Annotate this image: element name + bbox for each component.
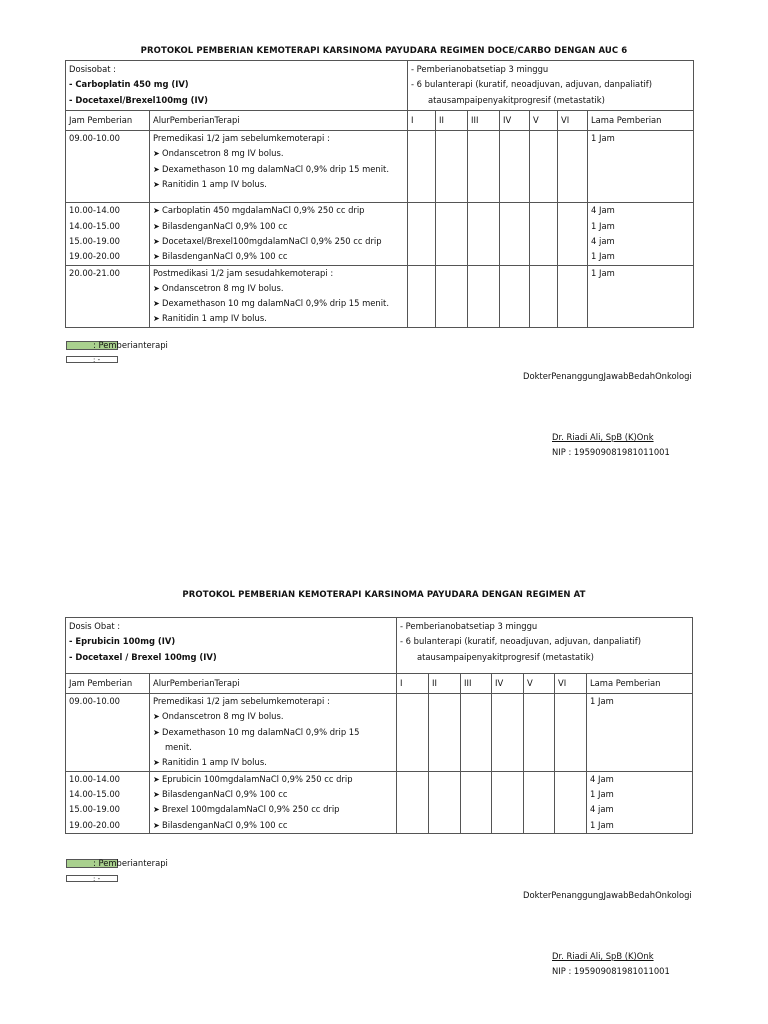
step-text: BilasdenganNaCl 0,9% 100 cc	[162, 819, 288, 830]
duration-cell: 1 Jam	[590, 788, 614, 799]
header-cycle-2: II	[429, 673, 461, 693]
protocol2-legend-green	[66, 858, 168, 868]
arrow-bullet-icon: ➤	[153, 236, 160, 246]
protocol1-legend-white	[66, 354, 118, 364]
header-alur: AlurPemberianTerapi	[150, 110, 408, 130]
arrow-bullet-icon: ➤	[153, 206, 160, 216]
step-text: Ranitidin 1 amp IV bolus.	[162, 313, 267, 324]
duration-cell: 1 Jam	[591, 267, 615, 278]
cycle-cell	[429, 771, 461, 833]
cycle-cell	[524, 694, 555, 771]
header-lama: Lama Pemberian	[588, 110, 694, 130]
protocol1-schedule1: - Pemberianobatsetiap 3 minggu	[411, 64, 549, 74]
protocol1-drug2: - Docetaxel/Brexel100mg (IV)	[69, 94, 208, 105]
time-cell: 20.00-21.00	[69, 267, 120, 278]
cycle-cell	[468, 265, 500, 327]
legend-white-swatch	[66, 356, 118, 363]
cycle-cell	[558, 265, 588, 327]
arrow-bullet-icon: ➤	[153, 149, 160, 159]
protocol2-header-row	[66, 673, 693, 693]
protocol1-table	[65, 60, 694, 328]
time-cell: 19.00-20.00	[69, 251, 120, 262]
protocol2-dose-label: Dosis Obat :	[69, 621, 121, 631]
legend-white-text: : -	[93, 356, 101, 364]
cycle-cell	[461, 771, 492, 833]
protocol1-schedule2: - 6 bulanterapi (kuratif, neoadjuvan, adjuvan, danpaliatif)	[411, 79, 653, 90]
step-text: Dexamethason 10 mg dalamNaCl 0,9% drip 15	[162, 726, 360, 737]
protocol2-schedule2: - 6 bulanterapi (kuratif, neoadjuvan, adjuvan, danpaliatif)	[400, 636, 642, 647]
cycle-cell	[429, 694, 461, 771]
arrow-bullet-icon: ➤	[153, 820, 160, 830]
time-cell: 14.00-15.00	[69, 788, 120, 799]
arrow-bullet-icon: ➤	[153, 712, 160, 722]
time-cell: 09.00-10.00	[69, 133, 120, 144]
cycle-cell	[408, 203, 436, 265]
cycle-cell	[408, 131, 436, 203]
arrow-bullet-icon: ➤	[153, 727, 160, 737]
cycle-cell	[436, 265, 468, 327]
arrow-bullet-icon: ➤	[153, 314, 160, 324]
step-text: Ondanscetron 8 mg IV bolus.	[162, 282, 284, 293]
time-cell: 14.00-15.00	[69, 220, 120, 231]
step-text: Dexamethason 10 mg dalamNaCl 0,9% drip 15 menit.	[162, 298, 390, 309]
time-cell: 19.00-20.00	[69, 819, 120, 830]
duration-cell: 1 Jam	[590, 819, 614, 830]
protocol1-info-row	[66, 61, 694, 111]
arrow-bullet-icon: ➤	[153, 164, 160, 174]
step-text: Ondanscetron 8 mg IV bolus.	[162, 148, 284, 159]
time-cell: 15.00-19.00	[69, 804, 120, 815]
arrow-bullet-icon: ➤	[153, 299, 160, 309]
duration-cell: 1 Jam	[591, 133, 615, 144]
cycle-cell	[530, 265, 558, 327]
cycle-cell	[524, 771, 555, 833]
header-cycle-1: I	[397, 673, 429, 693]
step-text: Premedikasi 1/2 jam sebelumkemoterapi :	[153, 696, 330, 707]
cycle-cell	[461, 694, 492, 771]
arrow-bullet-icon: ➤	[153, 805, 160, 815]
protocol1-doctor-name: Dr. Riadi Ali, SpB (K)Onk	[552, 432, 654, 442]
protocol1-header-row	[66, 110, 694, 130]
cycle-cell	[530, 203, 558, 265]
cycle-cell	[436, 203, 468, 265]
step-text: Postmedikasi 1/2 jam sesudahkemoterapi :	[153, 267, 334, 278]
header-cycle-6: VI	[555, 673, 587, 693]
duration-cell: 4 jam	[591, 235, 615, 246]
cycle-cell	[558, 203, 588, 265]
time-cell: 15.00-19.00	[69, 235, 120, 246]
step-text: BilasdenganNaCl 0,9% 100 cc	[162, 251, 288, 262]
arrow-bullet-icon: ➤	[153, 221, 160, 231]
table-row	[66, 203, 694, 265]
step-text: Ondanscetron 8 mg IV bolus.	[162, 711, 284, 722]
cycle-cell	[555, 694, 587, 771]
table-row	[66, 694, 693, 771]
step-text: Ranitidin 1 amp IV bolus.	[162, 179, 267, 190]
protocol2-signature-role: DokterPenanggungJawabBedahOnkologi	[523, 890, 692, 900]
cycle-cell	[408, 265, 436, 327]
cycle-cell	[468, 131, 500, 203]
time-cell: 10.00-14.00	[69, 773, 120, 784]
step-text: Ranitidin 1 amp IV bolus.	[162, 757, 267, 768]
protocol2-drug1: - Eprubicin 100mg (IV)	[69, 636, 176, 647]
arrow-bullet-icon: ➤	[153, 789, 160, 799]
step-text: menit.	[165, 742, 192, 753]
table-row	[66, 131, 694, 203]
protocol2-table	[65, 617, 693, 834]
table-row	[66, 265, 694, 327]
protocol2-doctor-name: Dr. Riadi Ali, SpB (K)Onk	[552, 951, 654, 961]
header-cycle-1: I	[408, 110, 436, 130]
protocol2-drug2: - Docetaxel / Brexel 100mg (IV)	[69, 651, 217, 662]
arrow-bullet-icon: ➤	[153, 180, 160, 190]
legend-green-text: : Pemberianterapi	[93, 858, 168, 868]
step-text: Docetaxel/Brexel100mgdalamNaCl 0,9% 250 cc drip	[162, 235, 382, 246]
header-jam: Jam Pemberian	[66, 110, 150, 130]
cycle-cell	[530, 131, 558, 203]
protocol2-title: PROTOKOL PEMBERIAN KEMOTERAPI KARSINOMA PAYUDARA DENGAN REGIMEN AT	[182, 590, 586, 600]
cycle-cell	[436, 131, 468, 203]
protocol1-legend-green	[66, 340, 168, 350]
duration-cell: 4 Jam	[590, 773, 614, 784]
duration-cell: 1 Jam	[591, 251, 615, 262]
header-cycle-2: II	[436, 110, 468, 130]
legend-green-text: : Pemberianterapi	[93, 340, 168, 350]
step-text: Premedikasi 1/2 jam sebelumkemoterapi :	[153, 133, 330, 144]
protocol2-schedule3: atausampaipenyakitprogresif (metastatik)	[417, 651, 594, 662]
step-text: BilasdenganNaCl 0,9% 100 cc	[162, 788, 288, 799]
cycle-cell	[555, 771, 587, 833]
protocol2-schedule1: - Pemberianobatsetiap 3 minggu	[400, 621, 538, 631]
header-cycle-5: V	[530, 110, 558, 130]
cycle-cell	[397, 694, 429, 771]
protocol1-drug1: - Carboplatin 450 mg (IV)	[69, 79, 189, 90]
header-cycle-3: III	[461, 673, 492, 693]
header-alur: AlurPemberianTerapi	[150, 673, 397, 693]
protocol1-nip: NIP : 195909081981011001	[552, 447, 670, 457]
protocol2-legend-white	[66, 873, 118, 883]
step-text: BilasdenganNaCl 0,9% 100 cc	[162, 220, 288, 231]
protocol1-schedule3: atausampaipenyakitprogresif (metastatik)	[428, 94, 605, 105]
duration-cell: 4 jam	[590, 804, 614, 815]
duration-cell: 1 Jam	[591, 220, 615, 231]
cycle-cell	[492, 694, 524, 771]
arrow-bullet-icon: ➤	[153, 252, 160, 262]
time-cell: 10.00-14.00	[69, 205, 120, 216]
cycle-cell	[500, 265, 530, 327]
step-text: Brexel 100mgdalamNaCl 0,9% 250 cc drip	[162, 804, 340, 815]
cycle-cell	[558, 131, 588, 203]
arrow-bullet-icon: ➤	[153, 774, 160, 784]
protocol2-nip: NIP : 195909081981011001	[552, 966, 670, 976]
header-lama: Lama Pemberian	[587, 673, 693, 693]
header-cycle-6: VI	[558, 110, 588, 130]
protocol1-dose-label: Dosisobat :	[69, 64, 116, 74]
step-text: Dexamethason 10 mg dalamNaCl 0,9% drip 15 menit.	[162, 163, 390, 174]
cycle-cell	[492, 771, 524, 833]
cycle-cell	[500, 203, 530, 265]
header-jam: Jam Pemberian	[66, 673, 150, 693]
cycle-cell	[500, 131, 530, 203]
header-cycle-4: IV	[500, 110, 530, 130]
header-cycle-5: V	[524, 673, 555, 693]
step-text: Carboplatin 450 mgdalamNaCl 0,9% 250 cc drip	[162, 205, 365, 216]
duration-cell: 1 Jam	[590, 696, 614, 707]
protocol1-title: PROTOKOL PEMBERIAN KEMOTERAPI KARSINOMA PAYUDARA REGIMEN DOCE/CARBO DENGAN AUC 6	[140, 46, 628, 56]
time-cell: 09.00-10.00	[69, 696, 120, 707]
cycle-cell	[397, 771, 429, 833]
header-cycle-3: III	[468, 110, 500, 130]
arrow-bullet-icon: ➤	[153, 758, 160, 768]
arrow-bullet-icon: ➤	[153, 283, 160, 293]
protocol1-signature-role: DokterPenanggungJawabBedahOnkologi	[523, 371, 692, 381]
cycle-cell	[468, 203, 500, 265]
header-cycle-4: IV	[492, 673, 524, 693]
legend-white-swatch	[66, 875, 118, 882]
protocol2-info-row	[66, 618, 693, 674]
step-text: Eprubicin 100mgdalamNaCl 0,9% 250 cc drip	[162, 773, 353, 784]
legend-white-text: : -	[93, 875, 101, 883]
duration-cell: 4 Jam	[591, 205, 615, 216]
table-row	[66, 771, 693, 833]
